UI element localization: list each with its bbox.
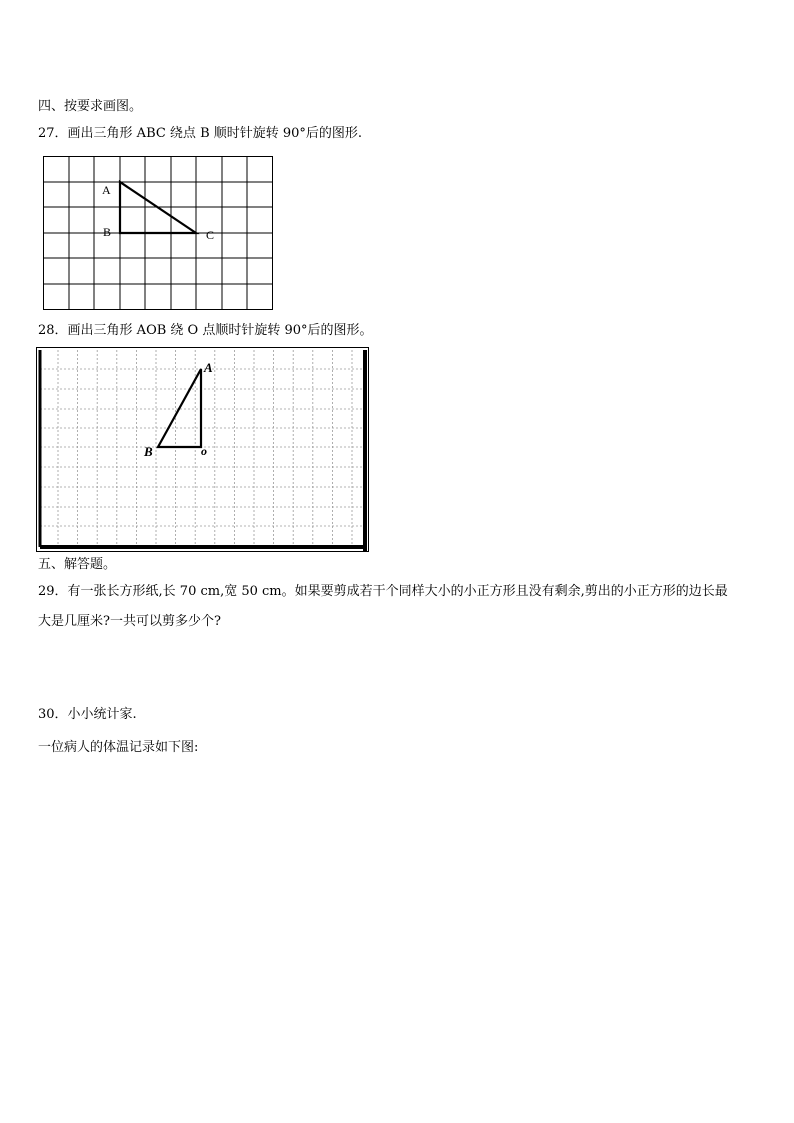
label-b: B [144,444,153,459]
q29-line1: 29．有一张长方形纸,长 70 cm,宽 50 cm。如果要剪成若干个同样大小的小正方形且没有剩余,剪出的小正方形的边长最 [38,584,728,599]
q30-title: 30．小小统计家. [38,707,137,722]
label-a: A [204,360,213,375]
q27-text: 27．画出三角形 ABC 绕点 B 顺时针旋转 90°后的图形. [38,126,363,141]
q30-intro: 一位病人的体温记录如下图: [38,740,199,755]
label-o: o [201,444,207,458]
section5-heading: 五、解答题。 [38,557,117,572]
q29-line2: 大是几厘米?一共可以剪多少个? [38,614,221,629]
q28-grid-figure [36,347,370,553]
label-a: A [102,183,111,197]
q27-grid-figure [40,155,280,315]
section4-heading: 四、按要求画图。 [38,99,143,114]
label-b: B [103,225,112,239]
q28-text: 28．画出三角形 AOB 绕 O 点顺时针旋转 90°后的图形。 [38,323,373,338]
label-c: C [206,228,215,242]
